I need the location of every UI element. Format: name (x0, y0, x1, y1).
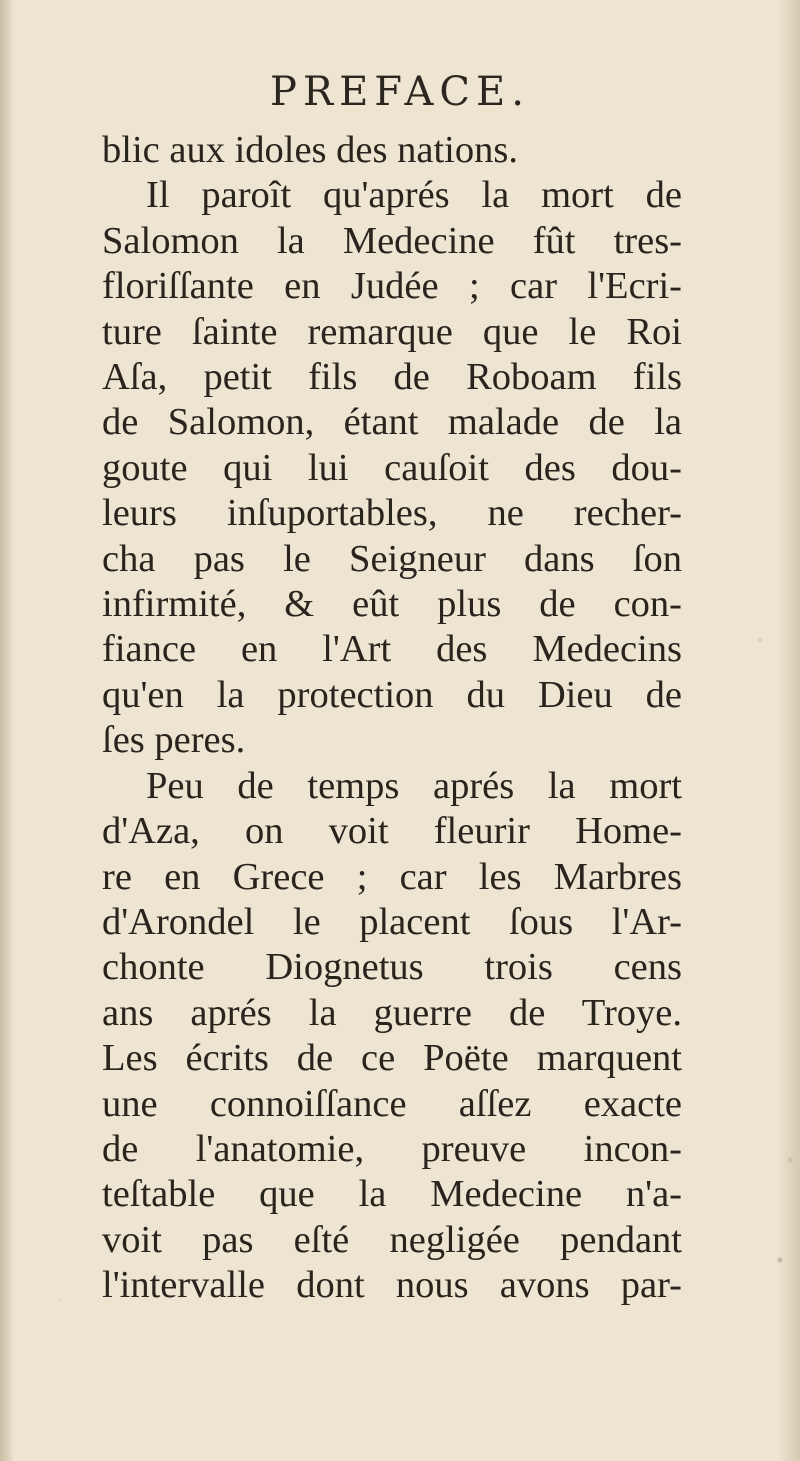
text-line: teſtable que la Medecine n'a- (102, 1173, 682, 1216)
text-line: Salomon la Medecine fût tres- (102, 219, 682, 262)
text-line: ture ſainte remarque que le Roi (102, 310, 682, 353)
text-line: goute qui lui cauſoit des dou- (102, 446, 682, 489)
page-edge-left (0, 0, 14, 1461)
text-line: Peu de temps aprés la mort (146, 764, 682, 807)
text-line: leurs inſuportables, ne recher- (102, 492, 682, 535)
text-line: de Salomon, étant malade de la (102, 401, 682, 444)
text-line: de l'anatomie, preuve incon- (102, 1127, 682, 1170)
running-title: PREFACE. (270, 69, 530, 115)
text-line: fiance en l'Art des Medecins (102, 628, 682, 671)
text-line: ſes peres. (102, 719, 246, 762)
text-line: re en Grece ; car les Marbres (102, 855, 682, 898)
text-line: Les écrits de ce Poëte marquent (102, 1037, 682, 1080)
text-line: ans aprés la guerre de Troye. (102, 991, 682, 1034)
body-text (102, 128, 682, 1309)
text-line: qu'en la protection du Dieu de (102, 673, 682, 716)
text-line: l'intervalle dont nous avons par- (102, 1264, 682, 1307)
text-line: infirmité, & eût plus de con- (102, 583, 682, 626)
text-line: d'Aza, on voit fleurir Home- (102, 810, 682, 853)
text-line: Aſa, petit fils de Roboam fils (102, 356, 682, 399)
text-line: blic aux idoles des nations. (102, 129, 518, 171)
page-edge-right (778, 0, 800, 1461)
text-line: cha pas le Seigneur dans ſon (102, 537, 682, 580)
text-line: chonte Diognetus trois cens (102, 946, 682, 989)
text-line: une connoiſſance aſſez exacte (102, 1082, 682, 1125)
text-line: Il paroît qu'aprés la mort de (146, 174, 682, 217)
text-line: floriſſante en Judée ; car l'Ecri- (102, 265, 682, 308)
text-line: voit pas eſté negligée pendant (102, 1218, 682, 1261)
text-line: d'Arondel le placent ſous l'Ar- (102, 900, 682, 943)
